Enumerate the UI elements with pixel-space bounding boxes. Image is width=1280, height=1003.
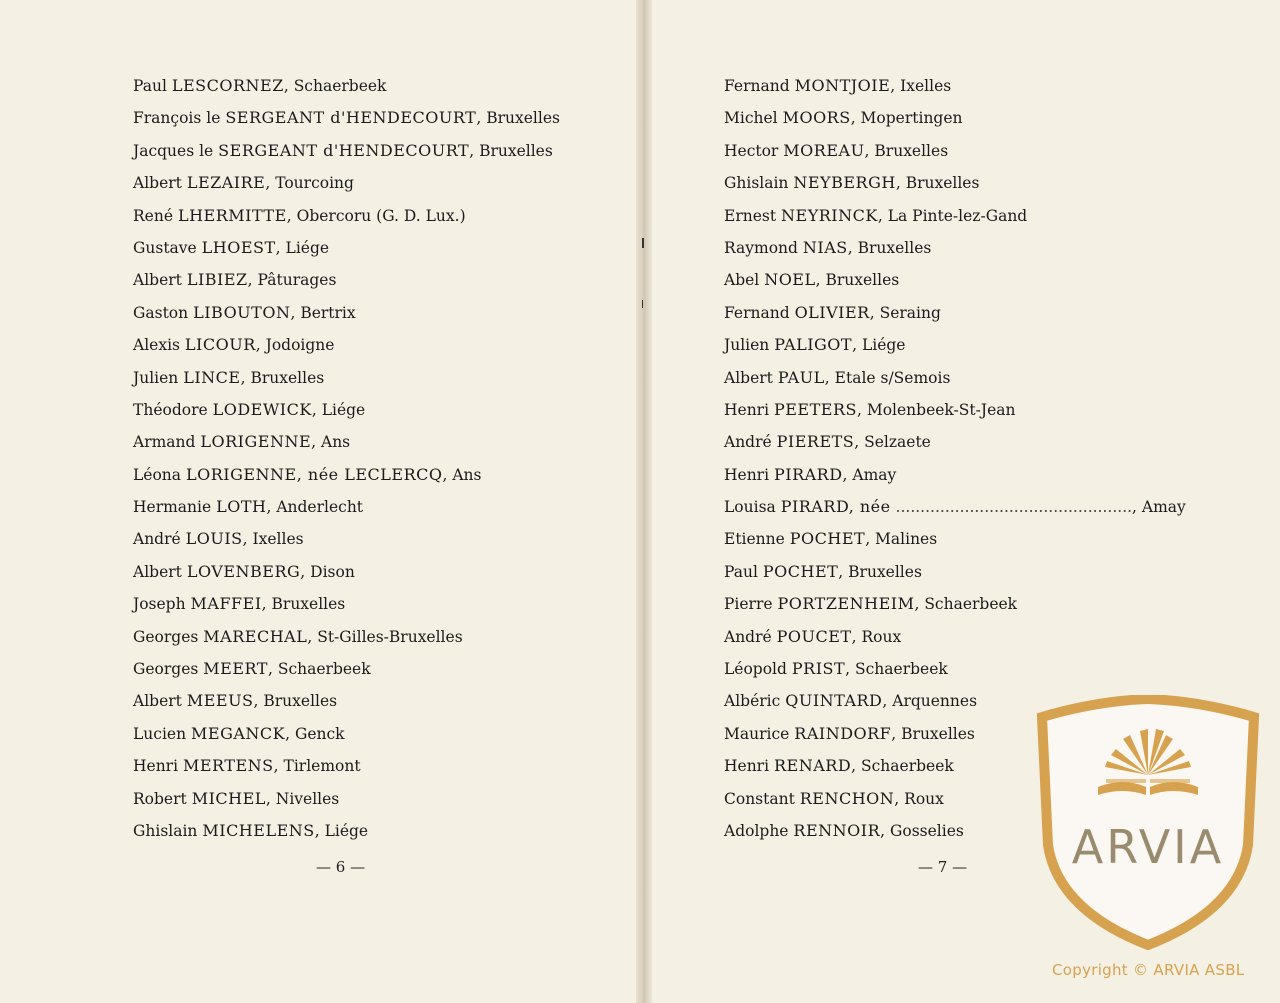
place-name: Roux — [904, 789, 944, 808]
surname: RENCHON — [799, 788, 895, 808]
name-entry: Jacques le SERGEANT d'HENDECOURT, Bruxelles — [133, 140, 553, 160]
place-name: Ixelles — [252, 530, 304, 549]
arvia-logo-watermark — [1028, 695, 1268, 950]
name-entry: Albert MEEUS, Bruxelles — [133, 691, 338, 711]
name-entry: Albert LOVENBERG, Dison — [133, 561, 355, 581]
name-entry: Ernest NEYRINCK, La Pinte-lez-Gand — [724, 205, 1028, 225]
place-name: Nivelles — [275, 789, 340, 808]
surname: RENARD — [773, 756, 852, 776]
place-name: Molenbeek-St-Jean — [866, 400, 1016, 419]
surname: PEETERS — [773, 399, 857, 419]
first-name: Albert — [133, 692, 182, 711]
book-gutter — [636, 0, 652, 1003]
name-entry: Raymond NIAS, Bruxelles — [724, 237, 932, 257]
place-name: Schaerbeek — [924, 595, 1018, 614]
first-name: Gustave — [133, 238, 197, 257]
first-name: André — [724, 627, 772, 646]
surname: LHOEST — [201, 237, 276, 257]
place-name: Bruxelles — [857, 238, 932, 257]
name-entry: Ghislain NEYBERGH, Bruxelles — [724, 173, 980, 193]
place-name: Ans — [321, 433, 351, 452]
surname: LOVENBERG — [186, 561, 301, 581]
place-name: Bruxelles — [479, 141, 553, 160]
place-name: Mopertingen — [860, 109, 963, 128]
first-name: Etienne — [724, 530, 785, 549]
first-name: François le — [133, 109, 221, 128]
logo-text: ARVIA — [1071, 820, 1225, 874]
surname: LOUIS — [185, 529, 243, 549]
first-name: Gaston — [133, 303, 189, 322]
surname: MONTJOIE — [794, 76, 891, 95]
first-name: Louisa — [724, 498, 776, 517]
surname: MOORS — [782, 108, 851, 128]
surname: LORIGENNE, née LECLERCQ — [185, 464, 443, 484]
name-entry: Léopold PRIST, Schaerbeek — [724, 659, 948, 679]
first-name: Michel — [724, 109, 778, 128]
first-name: Paul — [724, 562, 758, 581]
first-name: Albert — [133, 174, 182, 193]
surname: PIERETS — [776, 432, 855, 452]
first-name: Armand — [133, 433, 196, 452]
name-entry: André PIERETS, Selzaete — [724, 432, 931, 452]
place-name: Tourcoing — [275, 174, 354, 193]
first-name: Pierre — [724, 595, 773, 614]
first-name: Ghislain — [724, 174, 789, 193]
first-name: André — [133, 530, 181, 549]
place-name: Liége — [861, 336, 906, 355]
place-name: Bertrix — [300, 303, 356, 322]
first-name: Léona — [133, 465, 182, 484]
place-name: Etale s/Semois — [834, 368, 951, 387]
name-entry: André LOUIS, Ixelles — [133, 529, 304, 549]
surname: LODEWICK — [212, 399, 312, 419]
name-entry: Robert MICHEL, Nivelles — [133, 788, 340, 808]
first-name: Albert — [724, 368, 773, 387]
first-name: Henri — [133, 757, 179, 776]
name-entry: Henri RENARD, Schaerbeek — [724, 756, 954, 776]
place-name: Bruxelles — [825, 271, 900, 290]
name-entry: Julien PALIGOT, Liége — [724, 335, 906, 355]
first-name: Hector — [724, 141, 779, 160]
place-name: Amay — [852, 465, 897, 484]
surname: NOEL — [764, 270, 816, 290]
name-entry: Georges MEERT, Schaerbeek — [133, 659, 371, 679]
name-entry: André POUCET, Roux — [724, 626, 902, 646]
place-name: Bruxelles — [874, 141, 949, 160]
name-entry: Abel NOEL, Bruxelles — [724, 270, 900, 290]
name-entry: Albert LEZAIRE, Tourcoing — [133, 173, 354, 193]
place-name: Amay — [1141, 498, 1186, 517]
place-name: Bruxelles — [901, 724, 975, 743]
place-name: Obercoru (G. D. Lux.) — [296, 206, 466, 225]
first-name: Paul — [133, 77, 167, 95]
surname: PALIGOT — [774, 335, 853, 355]
place-name: Selzaete — [864, 433, 931, 452]
name-entry: Gaston LIBOUTON, Bertrix — [133, 302, 356, 322]
place-name: Liége — [321, 400, 366, 419]
name-entry: Etienne POCHET, Malines — [724, 529, 938, 549]
surname: RAINDORF — [794, 723, 892, 743]
surname: LIBOUTON — [193, 302, 291, 322]
name-entry: Julien LINCE, Bruxelles — [133, 367, 325, 387]
surname: MOREAU — [783, 140, 865, 160]
surname: RENNOIR — [793, 820, 881, 840]
place-name: Roux — [861, 627, 902, 646]
surname: POCHET — [762, 561, 839, 581]
surname: PORTZENHEIM — [777, 594, 915, 614]
name-entry: Gustave LHOEST, Liége — [133, 237, 330, 257]
first-name: Julien — [724, 336, 770, 355]
place-name: Pâturages — [257, 271, 337, 290]
first-name: Ernest — [724, 206, 777, 225]
name-entry: Maurice RAINDORF, Bruxelles — [724, 723, 975, 743]
first-name: Albert — [133, 562, 182, 581]
first-name: Henri — [724, 400, 770, 419]
first-name: Georges — [133, 627, 199, 646]
first-name: Henri — [724, 465, 770, 484]
name-entry: Pierre PORTZENHEIM, Schaerbeek — [724, 594, 1018, 614]
surname: LOTH — [216, 497, 267, 517]
first-name: Jacques le — [133, 141, 214, 160]
first-name: René — [133, 206, 173, 225]
first-name: Georges — [133, 660, 199, 679]
place-name: Dison — [310, 562, 355, 581]
surname: MICHELENS — [202, 820, 315, 840]
place-name: Schaerbeek — [277, 660, 371, 679]
first-name: Robert — [133, 789, 187, 808]
place-name: Malines — [875, 530, 938, 549]
name-entry: Michel MOORS, Mopertingen — [724, 108, 963, 128]
place-name: Seraing — [879, 303, 941, 322]
surname: MEERT — [203, 659, 268, 679]
name-entry: Lucien MEGANCK, Genck — [133, 723, 345, 743]
surname: LINCE — [183, 367, 241, 387]
place-name: Genck — [294, 724, 345, 743]
surname: MAFFEI — [190, 594, 262, 614]
surname: SERGEANT d'HENDECOURT — [218, 140, 470, 160]
first-name: Hermanie — [133, 498, 212, 517]
name-entry: Théodore LODEWICK, Liége — [133, 399, 366, 419]
first-name: Fernand — [724, 77, 790, 95]
name-entry: François le SERGEANT d'HENDECOURT, Bruxelles — [133, 108, 560, 128]
place-name: Bruxelles — [271, 595, 346, 614]
page-number-right: — 7 — — [918, 858, 968, 876]
name-entry: Ghislain MICHELENS, Liége — [133, 820, 369, 840]
first-name: Ghislain — [133, 821, 198, 840]
place-name: Bruxelles — [848, 562, 922, 581]
first-name: Abel — [724, 271, 760, 290]
dotted-blank: ................................................ — [895, 498, 1133, 517]
surname: LESCORNEZ — [171, 76, 284, 95]
name-entry: Fernand MONTJOIE, Ixelles — [724, 76, 952, 95]
surname: NIAS — [802, 237, 848, 257]
place-name: La Pinte-lez-Gand — [887, 206, 1028, 225]
surname: POCHET — [789, 529, 866, 549]
name-entry: Hector MOREAU, Bruxelles — [724, 140, 949, 160]
first-name: Fernand — [724, 303, 790, 322]
first-name: Lucien — [133, 724, 187, 743]
name-entry: Constant RENCHON, Roux — [724, 788, 944, 808]
surname: PIRARD — [773, 464, 843, 484]
first-name: Raymond — [724, 238, 798, 257]
place-name: Arquennes — [892, 692, 978, 711]
name-entry: Alexis LICOUR, Jodoigne — [133, 335, 335, 355]
place-name: Schaerbeek — [861, 757, 954, 776]
place-name: Gosselies — [890, 821, 964, 840]
binding-mark — [642, 300, 643, 308]
surname: LHERMITTE — [177, 205, 287, 225]
place-name: Bruxelles — [250, 368, 325, 387]
name-entry: Georges MARECHAL, St-Gilles-Bruxelles — [133, 626, 463, 646]
place-name: Liége — [324, 821, 369, 840]
surname: NEYRINCK — [781, 205, 878, 225]
place-name: Liége — [285, 238, 330, 257]
surname: MEGANCK — [191, 723, 286, 743]
name-entry: Albert PAUL, Etale s/Semois — [724, 367, 951, 387]
name-entry: Henri PIRARD, Amay — [724, 464, 897, 484]
first-name: Alexis — [133, 336, 180, 355]
first-name: Albéric — [724, 692, 781, 711]
first-name: Henri — [724, 757, 770, 776]
name-entry: Hermanie LOTH, Anderlecht — [133, 497, 364, 517]
surname: MARECHAL — [203, 626, 308, 646]
copyright-notice: Copyright © ARVIA ASBL — [1052, 961, 1245, 979]
surname: SERGEANT d'HENDECOURT — [225, 108, 477, 128]
place-name: St-Gilles-Bruxelles — [317, 627, 463, 646]
name-entry: Henri PEETERS, Molenbeek-St-Jean — [724, 399, 1016, 419]
surname: MICHEL — [191, 788, 266, 808]
name-entry: Adolphe RENNOIR, Gosselies — [724, 820, 964, 840]
surname: LEZAIRE — [186, 173, 266, 193]
first-name: Julien — [133, 368, 179, 387]
surname: MERTENS — [182, 756, 274, 776]
page-number-left: — 6 — — [316, 858, 366, 876]
surname: PRIST — [791, 659, 846, 679]
place-name: Schaerbeek — [855, 660, 948, 679]
surname: NEYBERGH — [793, 173, 896, 193]
name-entry: Paul LESCORNEZ, Schaerbeek — [133, 76, 387, 95]
surname: PIRARD, née — [780, 497, 891, 517]
first-name: Constant — [724, 789, 795, 808]
surname: MEEUS — [186, 691, 254, 711]
name-entry: Henri MERTENS, Tirlemont — [133, 756, 361, 776]
first-name: Albert — [133, 271, 182, 290]
first-name: Maurice — [724, 724, 790, 743]
name-entry: Joseph MAFFEI, Bruxelles — [133, 594, 346, 614]
place-name: Ans — [452, 465, 482, 484]
place-name: Jodoigne — [265, 336, 335, 355]
surname: OLIVIER — [794, 302, 870, 322]
place-name: Tirlemont — [283, 757, 361, 776]
surname: LORIGENNE — [200, 432, 312, 452]
left-name-list — [133, 70, 560, 847]
first-name: André — [724, 433, 772, 452]
name-entry: Albert LIBIEZ, Pâturages — [133, 270, 337, 290]
surname: PAUL — [777, 367, 825, 387]
first-name: Théodore — [133, 400, 208, 419]
name-entry: Fernand OLIVIER, Seraing — [724, 302, 941, 322]
place-name: Bruxelles — [486, 109, 560, 128]
first-name: Adolphe — [724, 821, 789, 840]
place-name: Bruxelles — [905, 174, 980, 193]
first-name: Léopold — [724, 660, 787, 679]
binding-mark — [642, 238, 644, 248]
name-entry: Armand LORIGENNE, Ans — [133, 432, 351, 452]
name-entry: Louisa PIRARD, née ................................................, Amay — [724, 497, 1186, 517]
place-name: Anderlecht — [276, 498, 364, 517]
first-name: Joseph — [133, 595, 186, 614]
surname: LIBIEZ — [186, 270, 248, 290]
name-entry: René LHERMITTE, Obercoru (G. D. Lux.) — [133, 205, 466, 225]
place-name: Schaerbeek — [293, 77, 387, 95]
name-entry: Paul POCHET, Bruxelles — [724, 561, 922, 581]
place-name: Bruxelles — [263, 692, 338, 711]
place-name: Ixelles — [900, 77, 952, 95]
name-entry: Léona LORIGENNE, née LECLERCQ, Ans — [133, 464, 482, 484]
name-entry: Albéric QUINTARD, Arquennes — [724, 691, 978, 711]
surname: POUCET — [776, 626, 852, 646]
surname: LICOUR — [184, 335, 256, 355]
surname: QUINTARD — [785, 691, 883, 711]
